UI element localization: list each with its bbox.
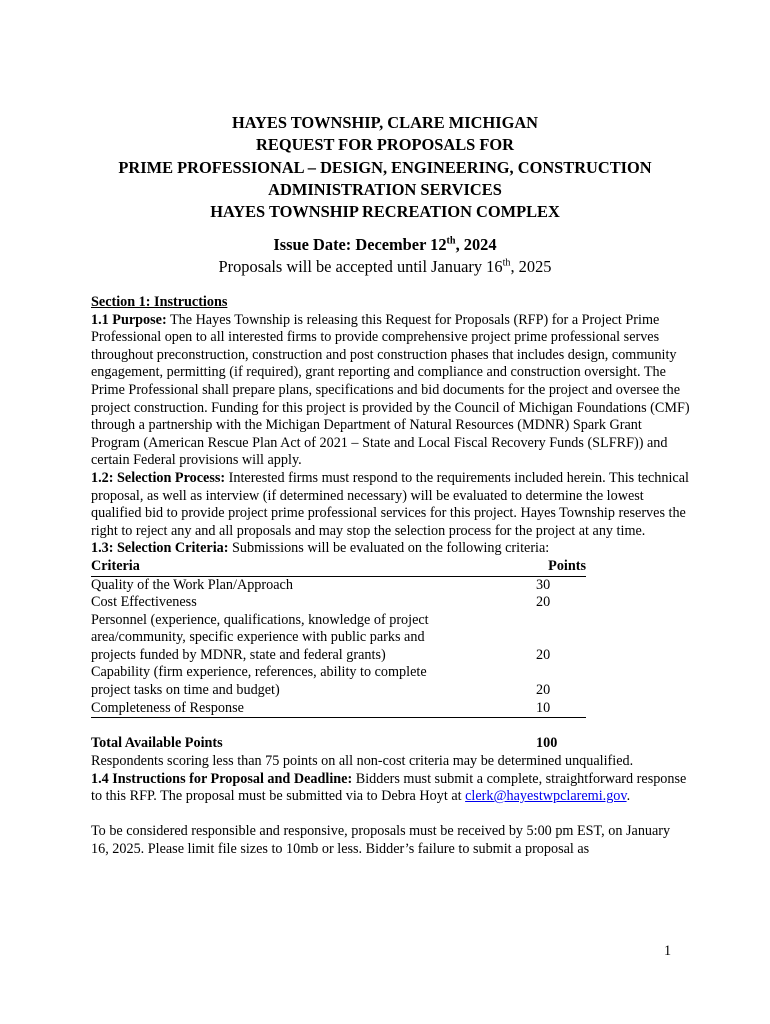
total-label: Total Available Points bbox=[91, 735, 223, 752]
document-title bbox=[60, 112, 710, 223]
selection-criteria-paragraph: 1.3: Selection Criteria: Submissions will be evaluated on the following criteria: bbox=[91, 540, 550, 557]
criteria-column-header: Criteria bbox=[91, 558, 536, 576]
issue-date: Issue Date: December 12th, 2024 bbox=[273, 235, 497, 254]
table-row bbox=[91, 664, 586, 699]
paragraph-spacer bbox=[91, 806, 691, 824]
title-line: REQUEST FOR PROPOSALS FOR bbox=[256, 135, 514, 155]
purpose-paragraph: 1.1 Purpose: The Hayes Township is releasing this Request for Proposals (RFP) for a Project Prime Professional open to all interested firms to provide comprehensive project prime professional serves throughout preconstruction, construction and post construction phases that includes design, community engagement, permitting (if required), grant reporting and compliance and construction oversight. The Prime Professional shall prepare plans, specifications and bid documents for the project and oversee the project construction. Funding for this project is provided by the Council of Michigan Foundations (CMF) through a partnership with the Michigan Department of Natural Resources (MDNR) Spark Grant Program (American Rescue Plan Act of 2021 – State and Local Fiscal Recovery Funds (SLFRF)) and certain Federal provisions will apply. bbox=[91, 311, 690, 469]
selection-criteria-label: 1.3: Selection Criteria: bbox=[91, 540, 229, 557]
section-heading: Section 1: Instructions bbox=[91, 294, 228, 310]
points-cell: 20 bbox=[536, 594, 551, 611]
criteria-table bbox=[91, 558, 586, 753]
criteria-cell: Quality of the Work Plan/Approach bbox=[91, 576, 293, 593]
criteria-cell: Personnel (experience, qualifications, knowledge of project area/community, specific experience with public parks and projects funded by MDNR, state and federal grants) bbox=[91, 611, 429, 663]
table-spacer bbox=[91, 718, 586, 736]
criteria-cell: Cost Effectiveness bbox=[91, 594, 197, 611]
table-row bbox=[91, 700, 586, 718]
points-column-header: Points bbox=[536, 558, 586, 576]
section-1 bbox=[91, 294, 691, 859]
points-cell: 20 bbox=[536, 682, 551, 699]
total-points: 100 bbox=[536, 735, 558, 752]
unqualified-note: Respondents scoring less than 75 points on all non-cost criteria may be determined unqualified. bbox=[91, 752, 634, 769]
page-number: 1 bbox=[664, 943, 672, 959]
table-row bbox=[91, 594, 586, 612]
table-row bbox=[91, 576, 586, 594]
title-line: ADMINISTRATION SERVICES bbox=[268, 179, 502, 199]
criteria-cell: Completeness of Response bbox=[91, 700, 536, 718]
total-row bbox=[91, 735, 586, 753]
criteria-cell: Capability (firm experience, references, ability to complete project tasks on time and budget) bbox=[91, 664, 427, 699]
title-line: HAYES TOWNSHIP RECREATION COMPLEX bbox=[210, 202, 560, 222]
clerk-email-link[interactable]: clerk@hayestwpclaremi.gov bbox=[465, 788, 627, 805]
deadline-paragraph: To be considered responsible and responsive, proposals must be received by 5:00 pm EST, on January 16, 2025. Please limit file sizes to 10mb or less. Bidder’s failure to submit a proposal as bbox=[91, 823, 671, 857]
proposal-deadline-line: Proposals will be accepted until January 16th, 2025 bbox=[218, 257, 552, 276]
instructions-paragraph: 1.4 Instructions for Proposal and Deadline: Bidders must submit a complete, straightforward response to this RFP. The proposal must be submitted via to Debra Hoyt at clerk@hayestwpclaremi.gov. bbox=[91, 770, 687, 805]
criteria-table-header bbox=[91, 558, 586, 576]
table-row bbox=[91, 612, 586, 665]
points-cell: 30 bbox=[536, 576, 551, 593]
purpose-label: 1.1 Purpose: bbox=[91, 311, 167, 328]
selection-process-paragraph: 1.2: Selection Process: Interested firms must respond to the requirements included herein. This technical proposal, as well as interview (if determined necessary) will be evaluated to determine the lowest qualified bid to provide project prime professional services for this project. Hayes Township reserves the right to reject any and all proposals and may stop the selection process for the project at any time. bbox=[91, 469, 689, 539]
title-line: HAYES TOWNSHIP, CLARE MICHIGAN bbox=[231, 113, 539, 132]
points-cell: 20 bbox=[536, 646, 551, 663]
selection-process-label: 1.2: Selection Process: bbox=[91, 469, 226, 486]
points-cell: 10 bbox=[536, 700, 586, 718]
instructions-label: 1.4 Instructions for Proposal and Deadline: bbox=[91, 770, 353, 787]
title-line: PRIME PROFESSIONAL – DESIGN, ENGINEERING, CONSTRUCTION bbox=[118, 157, 652, 177]
